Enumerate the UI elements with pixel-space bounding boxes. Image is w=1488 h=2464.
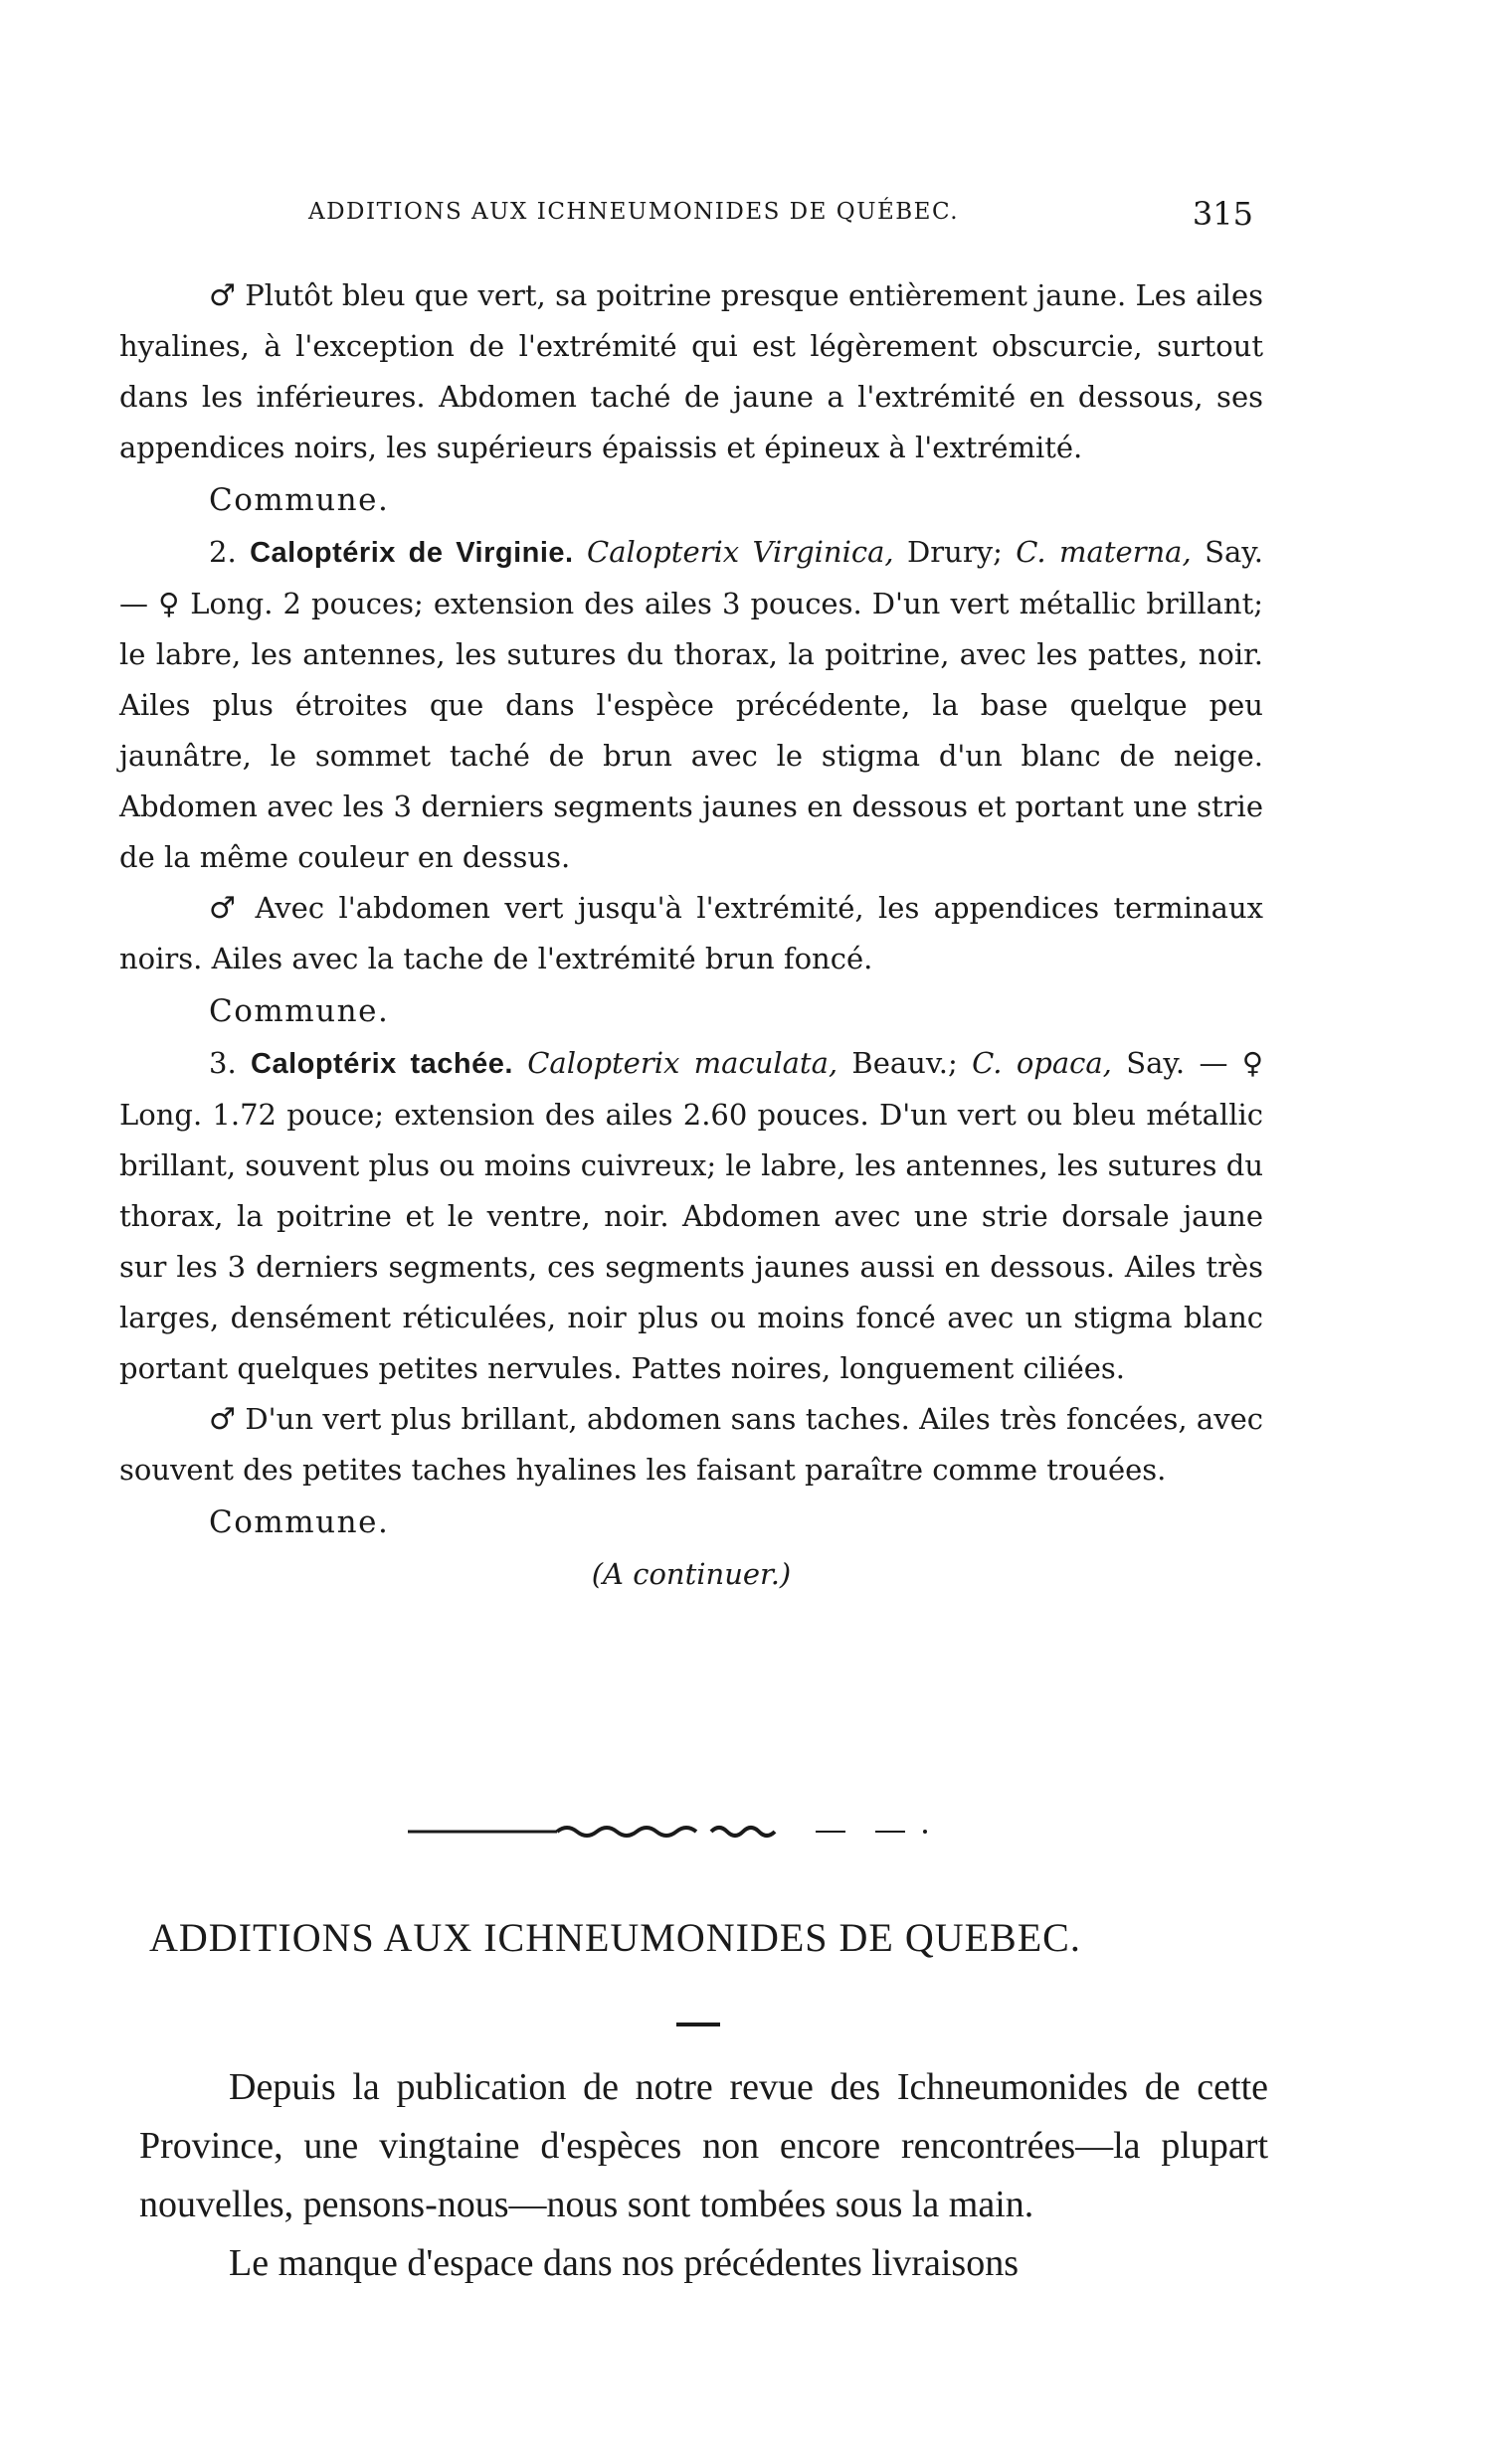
commune-label: Commune.	[209, 993, 390, 1029]
ornamental-divider	[408, 1820, 985, 1844]
species-name: Caloptérix de Virginie.	[250, 537, 574, 569]
paragraph-male-description-1	[119, 270, 1263, 473]
latin-name: Calopterix maculata,	[512, 1046, 838, 1080]
latin-synonym: C. opaca,	[957, 1046, 1112, 1080]
author-name: Beauv.;	[837, 1046, 958, 1080]
species-entry-2	[119, 527, 1263, 883]
latin-name: Calopterix Virginica,	[573, 535, 894, 569]
section-body	[139, 2058, 1268, 2293]
divider-scroll	[711, 1828, 775, 1836]
to-be-continued-note: (A continuer.)	[591, 1557, 792, 1591]
divider-dot	[923, 1830, 927, 1834]
paragraph-male-description-3	[119, 1394, 1263, 1496]
species-entry-3	[119, 1038, 1263, 1394]
species-number: 2.	[209, 535, 251, 569]
article-body	[119, 270, 1263, 1600]
section-title: ADDITIONS AUX ICHNEUMONIDES DE QUEBEC.	[149, 1915, 1081, 1960]
title-rule	[676, 2023, 720, 2026]
running-title: ADDITIONS AUX ICHNEUMONIDES DE QUÉBEC.	[308, 199, 960, 225]
author-name: Drury;	[893, 535, 1003, 569]
species-description: Say. — ♀ Long. 2 pouces; extension des ailes 3 pouces. D'un vert métallic brillant; le labre, les antennes, les sutures du thorax, la poitrine, avec les pattes, noir. Ailes plus étroites que dans l'espèce précédente, la base quelque peu jaunâtre, le sommet taché de brun avec le stigma d'un blanc de neige. Abdomen avec les 3 derniers segments jaunes en dessous et portant une strie de la même couleur en dessus.	[119, 535, 1264, 874]
male-symbol-icon: ♂	[209, 1402, 237, 1437]
page-number: 315	[1192, 195, 1253, 233]
species-name: Caloptérix tachée.	[251, 1048, 513, 1080]
species-number: 3.	[209, 1046, 251, 1080]
commune-label: Commune.	[209, 1504, 390, 1540]
paragraph-text: D'un vert plus brillant, abdomen sans taches. Ailes très foncées, avec souvent des petites taches hyalines les faisant paraître comme trouées.	[119, 1402, 1263, 1487]
male-symbol-icon: ♂	[209, 278, 236, 313]
commune-label: Commune.	[209, 482, 390, 518]
male-symbol-icon: ♂	[209, 891, 242, 926]
paragraph-text: Avec l'abdomen vert jusqu'à l'extrémité, les appendices terminaux noirs. Ailes avec la tache de l'extrémité brun foncé.	[119, 891, 1263, 975]
section-paragraph: Depuis la publication de notre revue des Ichneumonides de cette Province, une vingtaine d'espèces non encore rencontrées—la plupart nouvelles, pensons-nous—nous sont tombées sous la main.	[139, 2066, 1268, 2225]
species-description: Say. — ♀ Long. 1.72 pouce; extension des ailes 2.60 pouces. D'un vert ou bleu métallic brillant, souvent plus ou moins cuivreux; le labre, les antennes, les sutures du thorax, la poitrine et le ventre, noir. Abdomen avec une strie dorsale jaune sur les 3 derniers segments, ces segments jaunes aussi en dessous. Ailes très larges, densément réticulées, noir plus ou moins foncé avec un stigma blanc portant quelques petites nervules. Pattes noires, longuement ciliées.	[119, 1046, 1263, 1385]
page-header	[179, 195, 1253, 235]
divider-scroll	[557, 1828, 696, 1836]
paragraph-text: Plutôt bleu que vert, sa poitrine presque entièrement jaune. Les ailes hyalines, à l'exception de l'extrémité qui est légèrement obscurcie, surtout dans les inférieures. Abdomen taché de jaune a l'extrémité en dessous, ses appendices noirs, les supérieurs épaissis et épineux à l'extrémité.	[119, 278, 1263, 464]
section-paragraph: Le manque d'espace dans nos précédentes livraisons	[229, 2242, 1020, 2284]
paragraph-male-description-2	[119, 883, 1263, 984]
latin-synonym: C. materna,	[1002, 535, 1192, 569]
